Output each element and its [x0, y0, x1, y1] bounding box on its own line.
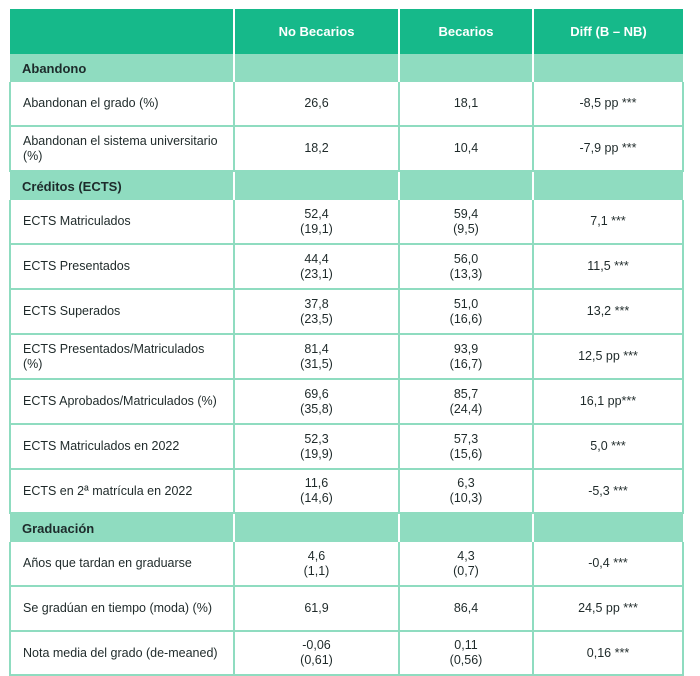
value: 93,9 — [453, 341, 479, 356]
std-dev: (16,6) — [449, 311, 483, 326]
section-title: Graduación — [10, 513, 234, 542]
no-becarios-cell — [234, 126, 399, 171]
becarios-cell — [399, 200, 533, 244]
value: 57,3 — [453, 431, 479, 446]
diff-cell: -8,5 pp *** — [533, 82, 683, 126]
no-becarios-cell — [234, 200, 399, 244]
becarios-cell — [399, 379, 533, 424]
value: 61,9 — [304, 601, 329, 615]
value: 4,3 — [457, 548, 475, 563]
value: 37,8 — [304, 296, 329, 311]
std-dev: (15,6) — [449, 446, 483, 461]
std-dev: (24,4) — [449, 401, 483, 416]
becarios-cell — [399, 126, 533, 171]
header-diff: Diff (B – NB) — [533, 9, 683, 54]
value: 18,2 — [304, 141, 329, 155]
row-label: Se gradúan en tiempo (moda) (%) — [10, 586, 234, 631]
no-becarios-cell — [234, 289, 399, 334]
becarios-cell — [399, 586, 533, 631]
no-becarios-cell — [234, 469, 399, 513]
table-row — [10, 289, 683, 334]
row-label: ECTS en 2ª matrícula en 2022 — [10, 469, 234, 513]
becarios-cell — [399, 631, 533, 675]
value: 18,1 — [453, 96, 479, 110]
row-label: ECTS Superados — [10, 289, 234, 334]
value: 85,7 — [453, 386, 479, 401]
value: 44,4 — [304, 251, 329, 266]
diff-cell: 0,16 *** — [533, 631, 683, 675]
becarios-cell — [399, 469, 533, 513]
value: 69,6 — [304, 386, 329, 401]
row-label: ECTS Presentados/Matriculados (%) — [10, 334, 234, 379]
table-row — [10, 334, 683, 379]
std-dev: (1,1) — [303, 563, 330, 578]
no-becarios-cell — [234, 379, 399, 424]
std-dev: (0,56) — [449, 653, 483, 667]
table-row — [10, 82, 683, 126]
no-becarios-cell — [234, 244, 399, 289]
diff-cell: 24,5 pp *** — [533, 586, 683, 631]
value: 10,4 — [453, 141, 479, 155]
row-label: ECTS Presentados — [10, 244, 234, 289]
row-label: ECTS Matriculados en 2022 — [10, 424, 234, 469]
results-table — [9, 9, 684, 676]
no-becarios-cell — [234, 424, 399, 469]
std-dev: (23,5) — [300, 311, 333, 326]
row-label: ECTS Aprobados/Matriculados (%) — [10, 379, 234, 424]
diff-cell: 16,1 pp*** — [533, 379, 683, 424]
diff-cell: -7,9 pp *** — [533, 126, 683, 171]
value: 6,3 — [457, 476, 475, 490]
table-row — [10, 424, 683, 469]
table-row — [10, 469, 683, 513]
std-dev: (16,7) — [449, 356, 483, 371]
value: 56,0 — [453, 251, 479, 266]
std-dev: (14,6) — [300, 491, 333, 505]
row-label: Nota media del grado (de-meaned) — [10, 631, 234, 675]
std-dev: (10,3) — [449, 491, 483, 505]
diff-cell: 12,5 pp *** — [533, 334, 683, 379]
header-row — [10, 9, 683, 54]
row-label: Abandonan el grado (%) — [10, 82, 234, 126]
becarios-cell — [399, 424, 533, 469]
no-becarios-cell — [234, 334, 399, 379]
std-dev: (35,8) — [300, 401, 333, 416]
table-row — [10, 126, 683, 171]
diff-cell: 11,5 *** — [533, 244, 683, 289]
table-row — [10, 586, 683, 631]
no-becarios-cell — [234, 631, 399, 675]
diff-cell: 7,1 *** — [533, 200, 683, 244]
diff-cell: -5,3 *** — [533, 469, 683, 513]
table-row — [10, 379, 683, 424]
diff-cell: -0,4 *** — [533, 542, 683, 586]
value: 26,6 — [304, 96, 329, 110]
value: 4,6 — [307, 548, 326, 563]
section-row-creditos — [10, 171, 683, 200]
std-dev: (19,9) — [300, 446, 333, 461]
value: 51,0 — [453, 296, 479, 311]
value: 52,4 — [304, 206, 329, 221]
value: 0,11 — [454, 638, 478, 652]
value: 52,3 — [304, 431, 329, 446]
table-row — [10, 200, 683, 244]
becarios-cell — [399, 542, 533, 586]
std-dev: (0,61) — [300, 653, 333, 667]
row-label: Años que tardan en graduarse — [10, 542, 234, 586]
row-label: ECTS Matriculados — [10, 200, 234, 244]
value: 59,4 — [453, 206, 479, 221]
std-dev: (9,5) — [453, 221, 479, 236]
header-becarios: Becarios — [399, 9, 533, 54]
row-label: Abandonan el sistema universitario (%) — [10, 126, 234, 171]
no-becarios-cell — [234, 542, 399, 586]
becarios-cell — [399, 244, 533, 289]
becarios-cell — [399, 82, 533, 126]
std-dev: (23,1) — [300, 266, 333, 281]
section-row-abandono — [10, 54, 683, 82]
table-row — [10, 542, 683, 586]
value: -0,06 — [302, 638, 331, 652]
value: 81,4 — [304, 341, 329, 356]
becarios-cell — [399, 334, 533, 379]
table-row — [10, 244, 683, 289]
diff-cell: 5,0 *** — [533, 424, 683, 469]
no-becarios-cell — [234, 586, 399, 631]
section-title: Créditos (ECTS) — [10, 171, 234, 200]
std-dev: (31,5) — [300, 356, 333, 371]
header-empty — [10, 9, 234, 54]
table-row — [10, 631, 683, 675]
section-title: Abandono — [10, 54, 234, 82]
no-becarios-cell — [234, 82, 399, 126]
std-dev: (19,1) — [300, 221, 333, 236]
std-dev: (13,3) — [449, 266, 483, 281]
header-no-becarios: No Becarios — [234, 9, 399, 54]
diff-cell: 13,2 *** — [533, 289, 683, 334]
std-dev: (0,7) — [453, 563, 479, 578]
value: 11,6 — [304, 476, 329, 490]
becarios-cell — [399, 289, 533, 334]
value: 86,4 — [453, 601, 479, 615]
section-row-graduacion — [10, 513, 683, 542]
